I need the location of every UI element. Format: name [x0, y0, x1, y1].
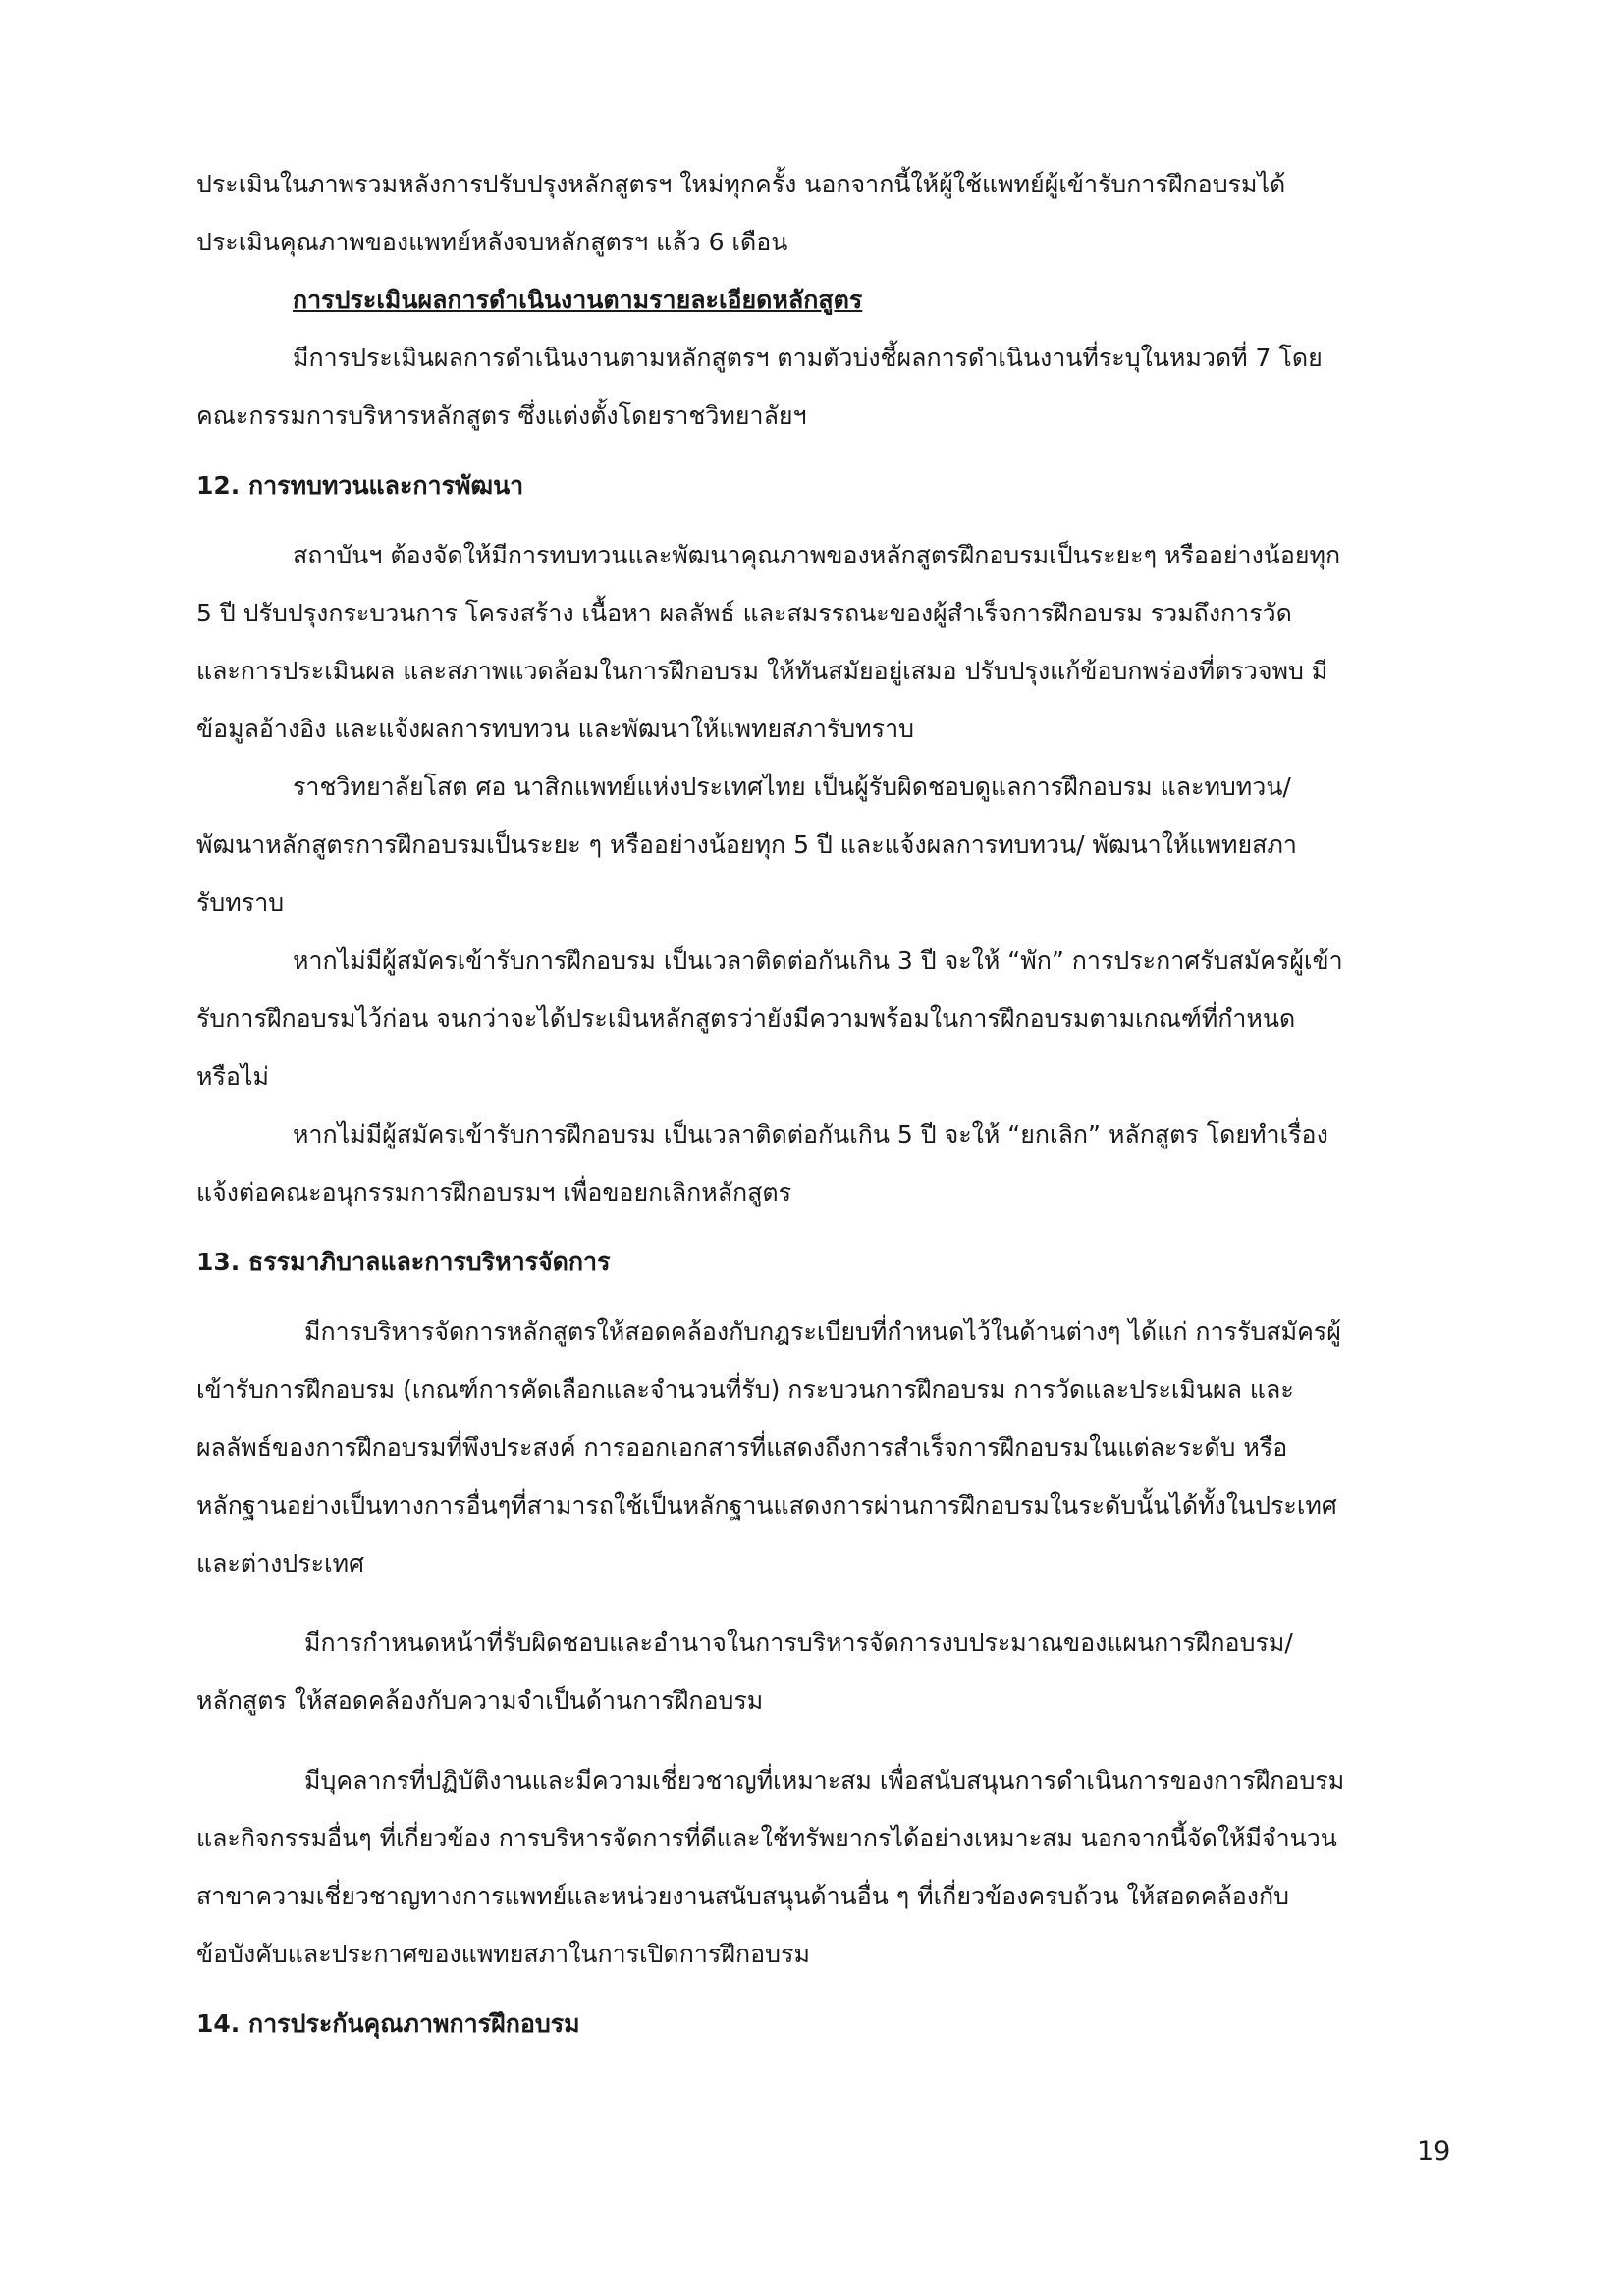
- paragraph-line: และการประเมินผล และสภาพแวดล้อมในการฝึกอบรม ให้ทันสมัยอยู่เสมอ ปรับปรุงแก้ข้อบกพร่องที่ตรวจพบ มี: [196, 657, 1328, 685]
- section-12-paragraph-4: [196, 1105, 1453, 1221]
- paragraph-line: 5 ปี ปรับปรุงกระบวนการ โครงสร้าง เนื้อหา ผลลัพธ์ และสมรรถนะของผู้สำเร็จการฝึกอบรม รวมถึงการวัด: [196, 599, 1292, 627]
- evaluation-paragraph: [196, 329, 1453, 445]
- paragraph-line: หลักสูตร ให้สอดคล้องกับความจำเป็นด้านการฝึกอบรม: [196, 1686, 764, 1715]
- paragraph-line: หากไม่มีผู้สมัครเข้ารับการฝึกอบรม เป็นเวลาติดต่อกันเกิน 5 ปี จะให้ “ยกเลิก” หลักสูตร โดยทำเรื่อง: [293, 1120, 1328, 1148]
- paragraph-line: พัฒนาหลักสูตรการฝึกอบรมเป็นระยะ ๆ หรืออย่างน้อยทุก 5 ปี และแจ้งผลการทบทวน/ พัฒนาให้แพทยสภา: [196, 830, 1297, 859]
- paragraph-line: หรือไม่: [196, 1062, 269, 1091]
- paragraph-line: หากไม่มีผู้สมัครเข้ารับการฝึกอบรม เป็นเวลาติดต่อกันเกิน 3 ปี จะให้ “พัก” การประกาศรับสมัครผู้เข้า: [293, 946, 1343, 975]
- section-12-paragraph-2: [196, 758, 1453, 932]
- section-13-paragraph-2: [196, 1614, 1453, 1730]
- paragraph-line: มีการกำหนดหน้าที่รับผิดชอบและอำนาจในการบริหารจัดการงบประมาณของแผนการฝึกอบรม/: [304, 1629, 1293, 1657]
- paragraph-line: มีบุคลากรที่ปฏิบัติงานและมีความเชี่ยวชาญที่เหมาะสม เพื่อสนับสนุนการดำเนินการของการฝึกอบรม: [304, 1766, 1345, 1794]
- paragraph-line: ข้อมูลอ้างอิง และแจ้งผลการทบทวน และพัฒนาให้แพทยสภารับทราบ: [196, 715, 914, 743]
- paragraph-line: และกิจกรรมอื่นๆ ที่เกี่ยวข้อง การบริหารจัดการที่ดีและใช้ทรัพยากรได้อย่างเหมาะสม นอกจากนี้จัดให้มีจำนวน: [196, 1824, 1337, 1852]
- section-14-heading: 14. การประกันคุณภาพการฝึกอบรม: [196, 2009, 580, 2038]
- paragraph-line: สาขาความเชี่ยวชาญทางการแพทย์และหน่วยงานสนับสนุนด้านอื่น ๆ ที่เกี่ยวข้องครบถ้วน ให้สอดคล้องกับ: [196, 1882, 1290, 1910]
- paragraph-line: มีการบริหารจัดการหลักสูตรให้สอดคล้องกับกฎระเบียบที่กำหนดไว้ในด้านต่างๆ ได้แก่ การรับสมัครผู้: [304, 1317, 1341, 1346]
- paragraph-line: เข้ารับการฝึกอบรม (เกณฑ์การคัดเลือกและจำนวนที่รับ) กระบวนการฝึกอบรม การวัดและประเมินผล และ: [196, 1375, 1294, 1404]
- intro-paragraph: [196, 155, 1453, 271]
- section-13-paragraph-3: [196, 1751, 1453, 1983]
- paragraph-line: ผลลัพธ์ของการฝึกอบรมที่พึงประสงค์ การออกเอกสารที่แสดงถึงการสำเร็จการฝึกอบรมในแต่ละระดับ หรือ: [196, 1433, 1288, 1462]
- paragraph-line: และต่างประเทศ: [196, 1549, 364, 1577]
- section-12-paragraph-3: [196, 932, 1453, 1105]
- paragraph-line: ข้อบังคับและประกาศของแพทยสภาในการเปิดการฝึกอบรม: [196, 1940, 810, 1968]
- section-12-paragraph-1: [196, 526, 1453, 758]
- paragraph-line: หลักฐานอย่างเป็นทางการอื่นๆที่สามารถใช้เป็นหลักฐานแสดงการผ่านการฝึกอบรมในระดับนั้นได้ทั้งในประเทศ: [196, 1491, 1337, 1520]
- intro-line: ประเมินในภาพรวมหลังการปรับปรุงหลักสูตรฯ ใหม่ทุกครั้ง นอกจากนี้ให้ผู้ใช้แพทย์ผู้เข้ารับการฝึกอบรมได้: [196, 170, 1286, 198]
- paragraph-line: รับทราบ: [196, 888, 285, 917]
- page-number: 19: [1417, 2136, 1451, 2166]
- intro-line: ประเมินคุณภาพของแพทย์หลังจบหลักสูตรฯ แล้ว 6 เดือน: [196, 228, 788, 256]
- section-13-heading: 13. ธรรมาภิบาลและการบริหารจัดการ: [196, 1248, 611, 1276]
- evaluation-heading: การประเมินผลการดำเนินงานตามรายละเอียดหลักสูตร: [293, 286, 863, 314]
- section-13-paragraph-1: [196, 1303, 1453, 1592]
- paragraph-line: แจ้งต่อคณะอนุกรรมการฝึกอบรมฯ เพื่อขอยกเลิกหลักสูตร: [196, 1178, 792, 1206]
- paragraph-line: สถาบันฯ ต้องจัดให้มีการทบทวนและพัฒนาคุณภาพของหลักสูตรฝึกอบรมเป็นระยะๆ หรืออย่างน้อยทุก: [293, 541, 1341, 569]
- paragraph-line: ราชวิทยาลัยโสต ศอ นาสิกแพทย์แห่งประเทศไทย เป็นผู้รับผิดชอบดูแลการฝึกอบรม และทบทวน/: [293, 773, 1291, 801]
- document-page: [196, 155, 1453, 2053]
- section-12-heading: 12. การทบทวนและการพัฒนา: [196, 471, 524, 500]
- evaluation-line: คณะกรรมการบริหารหลักสูตร ซึ่งแต่งตั้งโดยราชวิทยาลัยฯ: [196, 401, 807, 430]
- paragraph-line: รับการฝึกอบรมไว้ก่อน จนกว่าจะได้ประเมินหลักสูตรว่ายังมีความพร้อมในการฝึกอบรมตามเกณฑ์ที่กำหนด: [196, 1004, 1296, 1033]
- evaluation-line: มีการประเมินผลการดำเนินงานตามหลักสูตรฯ ตามตัวบ่งชี้ผลการดำเนินงานที่ระบุในหมวดที่ 7 โดย: [293, 344, 1323, 372]
